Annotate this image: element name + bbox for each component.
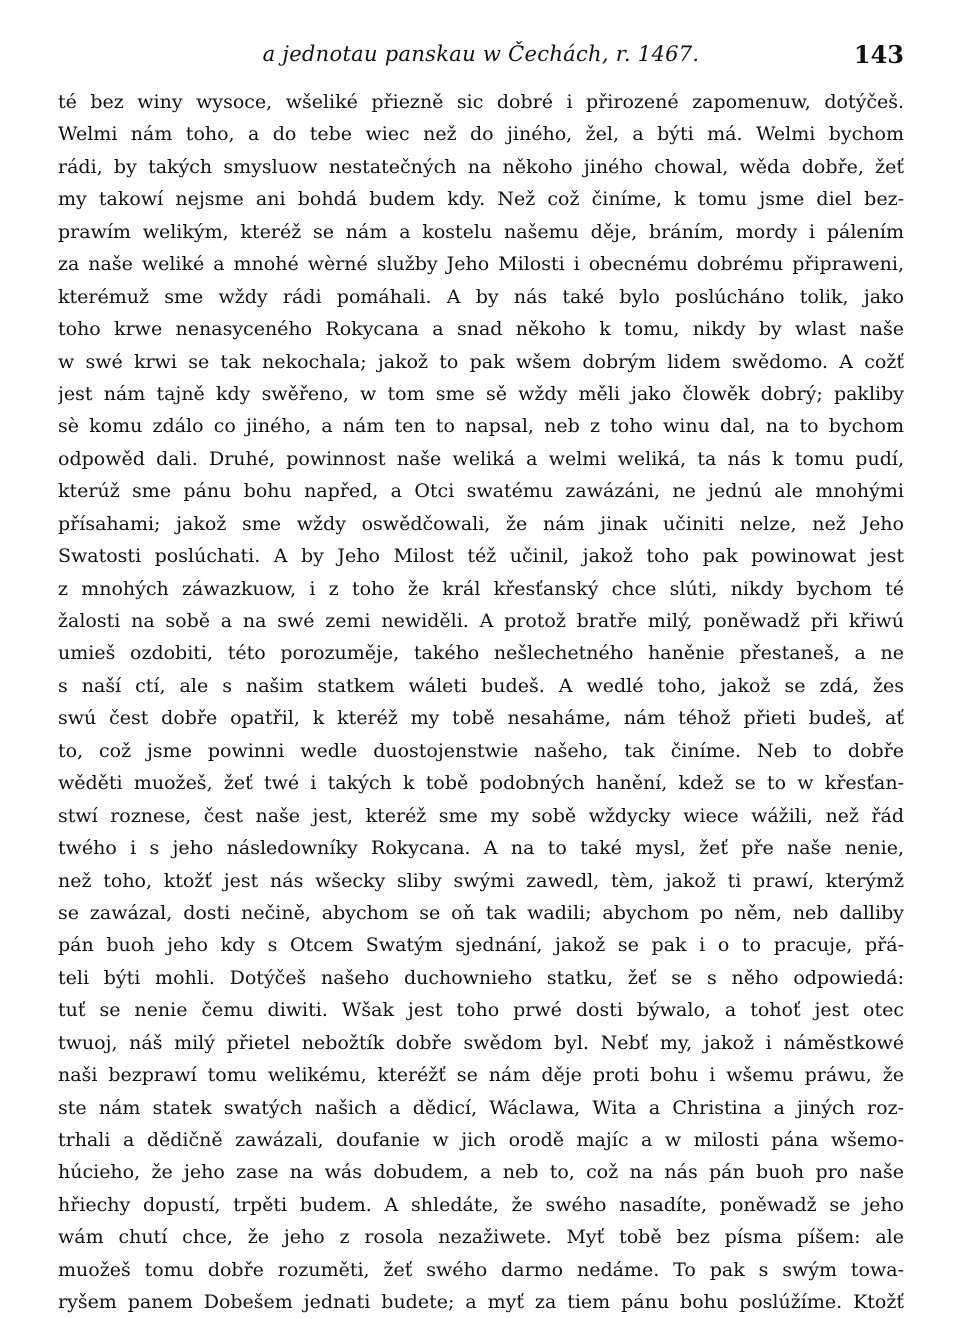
text-line: wám chutí chce, že jeho z rosola nezažiwete. Myť tobě bez písma píšem: ale: [58, 1226, 904, 1249]
text-line: naši bezprawí tomu welikému, kteréžť se nám děje proti bohu i wšemu práwu, že: [58, 1064, 904, 1087]
body-text: [58, 86, 904, 1319]
text-line: teli býti mohli. Dotýčeš našeho duchownieho statku, žeť se s něho odpowiedá:: [58, 966, 904, 989]
text-line: twého i s jeho následowníky Rokycana. A na to také mysl, žeť pře naše nenie,: [58, 837, 904, 860]
text-line: rádi, by takých smysluow nestatečných na někoho jiného chowal, wěda dobře, žeť: [58, 155, 904, 178]
text-line: toho krwe nenasyceného Rokycana a snad někoho k tomu, nikdy by wlast naše: [58, 318, 904, 341]
text-line: než toho, ktožť jest nás wšecky sliby swými zawedl, tèm, jakož ti prawí, kterýmž: [58, 869, 904, 892]
text-line: kterémuž sme wždy rádi pomáhali. A by nás také bylo poslúcháno tolik, jako: [58, 285, 904, 308]
text-line: w swé krwi se tak nekochala; jakož to pak wšem dobrým lidem swědomo. A cožť: [58, 350, 904, 373]
text-line: jest nám tajně kdy swěřeno, w tom sme sě wždy měli jako člowěk dobrý; pakliby: [58, 382, 904, 405]
text-line: my takowí nejsme ani bohdá budem kdy. Než což činíme, k tomu jsme diel bez-: [58, 188, 904, 211]
text-line: z mnohých záwazkuow, i z toho že král křesťanský chce slúti, nikdy bychom té: [58, 577, 904, 600]
text-line: hřiechy dopustí, trpěti budem. A shledáte, že swého nasadíte, poněwadž se jeho: [58, 1193, 904, 1216]
text-line: wěděti muožeš, žeť twé i takých k tobě podobných hanění, kdež se to w křesťan-: [58, 772, 904, 795]
text-line: to, což jsme powinni wedle duostojenstwie našeho, tak činíme. Neb to dobře: [58, 739, 904, 762]
text-line: ste nám statek swatých našich a dědicí, Wáclawa, Wita a Christina a jiných roz-: [58, 1096, 904, 1119]
text-line: tuť se nenie čemu diwiti. Wšak jest toho prwé dosti býwalo, a tohoť jest otec: [58, 999, 904, 1022]
text-line: odpowěd dali. Druhé, powinnost naše weliká a welmi weliká, ta nás k tomu pudí,: [58, 447, 904, 470]
text-line: kterúž sme pánu bohu napřed, a Otci swatému zawázáni, ne jednú ale mnohými: [58, 480, 904, 503]
text-line: sè komu zdálo co jiného, a nám ten to napsal, neb z toho winu dal, na to bychom: [58, 415, 904, 438]
text-line: swú čest dobře opatřil, k kteréž my tobě nesaháme, nám téhož přieti budeš, ať: [58, 707, 904, 730]
text-line: Swatosti poslúchati. A by Jeho Milost též učinil, jakož toho pak powinowat jest: [58, 545, 904, 568]
text-line: se zawázal, dosti nečině, abychom se oň tak wadili; abychom po něm, neb dalliby: [58, 901, 904, 924]
text-line: s naší ctí, ale s našim statkem wáleti budeš. A wedlé toho, jakož se zdá, žes: [58, 674, 904, 697]
running-title: a jednotau panskau w Čechách, r. 1467.: [262, 42, 700, 66]
text-line: Welmi nám toho, a do tebe wiec než do jiného, žel, a býti má. Welmi bychom: [58, 123, 904, 146]
text-line: pán buoh jeho kdy s Otcem Swatým sjednání, jakož se pak i o to pracuje, přá-: [58, 934, 904, 957]
text-line: té bez winy wysoce, wšeliké přiezně sic dobré i přirozené zapomenuw, dotýčeš.: [58, 91, 904, 113]
text-line: přísahami; jakož sme wždy oswědčowali, že nám jinak učiniti nelze, než Jeho: [58, 512, 904, 535]
text-line: twuoj, náš milý přietel nebožtík dobře swědom byl. Nebť my, jakož i náměstkowé: [58, 1031, 904, 1054]
text-line: prawím welikým, kteréž se nám a kostelu našemu děje, bráním, mordy i pálením: [58, 220, 904, 243]
text-line: umieš ozdobiti, této porozuměje, takého nešlechetného haněnie přestaneš, a ne: [58, 642, 904, 665]
text-line: ryšem panem Dobešem jednati budete; a myť za tiem pánu bohu poslúžíme. Ktožť: [58, 1291, 904, 1314]
text-line: stwí roznese, čest naše jest, kteréž sme my sobě wždycky wiece wážili, než řád: [58, 804, 904, 827]
page-number: 143: [853, 40, 904, 69]
text-line: muožeš tomu dobře rozuměti, žeť swého darmo nedáme. To pak s swým towa-: [58, 1258, 904, 1281]
running-header: [58, 36, 904, 76]
text-line: žalosti na sobě a na swé zemi newiděli. A protož bratře milý, poněwadž při křiwú: [58, 610, 904, 632]
text-line: trhali a dědičně zawázali, doufanie w jich orodě majíc a w milosti pána wšemo-: [58, 1129, 904, 1151]
text-line: za naše weliké a mnohé wèrné služby Jeho Milosti i obecnému dobrému připraweni,: [58, 253, 904, 276]
text-line: húcieho, že jeho zase na wás dobudem, a neb to, což na nás pán buoh pro naše: [58, 1161, 904, 1184]
